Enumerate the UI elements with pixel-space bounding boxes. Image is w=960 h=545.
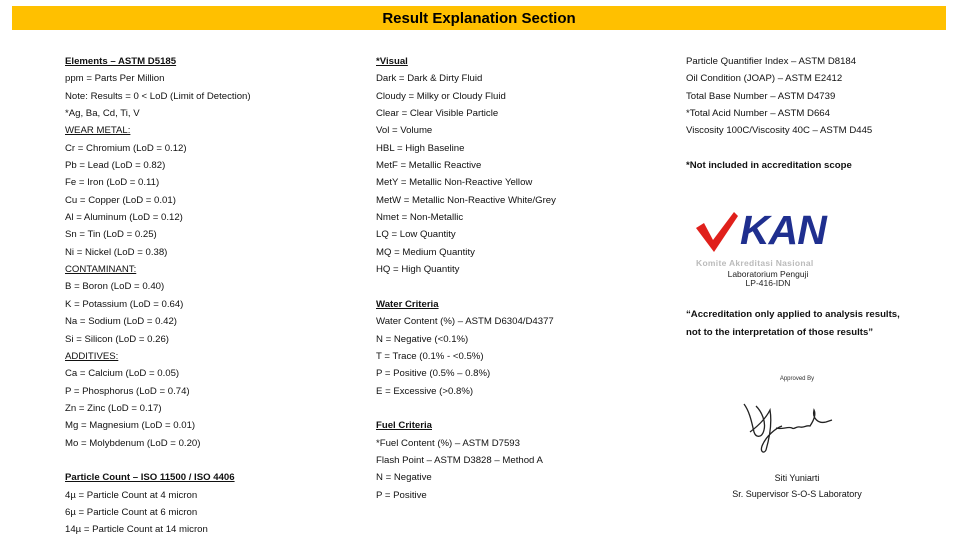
fuel-item: *Fuel Content (%) – ASTM D7593 xyxy=(376,437,520,449)
visual-item: Nmet = Non-Metallic xyxy=(376,212,464,224)
section-title: Result Explanation Section xyxy=(382,9,576,27)
wear-metal-title: WEAR METAL: xyxy=(65,125,131,137)
contaminant-title: CONTAMINANT: xyxy=(65,264,137,276)
particle-count-title: Particle Count – ISO 11500 / ISO 4406 xyxy=(65,472,235,484)
wear-item: Sn = Tin (LoD = 0.25) xyxy=(65,229,157,241)
fuel-item: N = Negative xyxy=(376,472,432,484)
method-item: Viscosity 100C/Viscosity 40C – ASTM D445 xyxy=(686,125,873,137)
visual-item: Vol = Volume xyxy=(376,125,433,137)
checkmark-icon xyxy=(694,210,740,254)
visual-item: MetY = Metallic Non-Reactive Yellow xyxy=(376,177,533,189)
visual-item: HQ = High Quantity xyxy=(376,264,460,276)
visual-item: Cloudy = Milky or Cloudy Fluid xyxy=(376,90,506,102)
method-item: Particle Quantifier Index – ASTM D8184 xyxy=(686,56,857,67)
spacer xyxy=(686,140,872,157)
visual-item: MQ = Medium Quantity xyxy=(376,246,475,258)
elements-column xyxy=(65,53,251,539)
method-item: Oil Condition (JOAP) – ASTM E2412 xyxy=(686,73,843,85)
approved-by-label: Approved By xyxy=(779,376,815,382)
legend-line: ppm = Parts Per Million xyxy=(65,73,165,85)
signature-image xyxy=(736,392,836,456)
water-item: E = Excessive (>0.8%) xyxy=(376,385,474,397)
lab-name: Laboratorium Penguji xyxy=(727,269,809,279)
additives-title: ADDITIVES: xyxy=(65,350,119,362)
kan-logo xyxy=(690,206,846,292)
visual-item: MetW = Metallic Non-Reactive White/Grey xyxy=(376,194,556,206)
wear-item: Cr = Chromium (LoD = 0.12) xyxy=(65,142,187,154)
particle-item: 6µ = Particle Count at 6 micron xyxy=(65,506,198,518)
quote-line: not to the interpretation of those results” xyxy=(686,326,874,338)
wear-item: Ni = Nickel (LoD = 0.38) xyxy=(65,246,168,258)
lab-registration xyxy=(690,270,846,288)
water-item: N = Negative (<0.1%) xyxy=(376,333,469,345)
wear-item: Al = Aluminum (LoD = 0.12) xyxy=(65,212,183,224)
visual-item: HBL = High Baseline xyxy=(376,142,465,154)
methods-column xyxy=(686,53,872,174)
contaminant-item: B = Boron (LoD = 0.40) xyxy=(65,281,165,293)
elements-title: Elements – ASTM D5185 xyxy=(65,56,177,67)
wear-item: Cu = Copper (LoD = 0.01) xyxy=(65,194,176,206)
visual-item: Dark = Dark & Dirty Fluid xyxy=(376,73,483,85)
wear-item: Pb = Lead (LoD = 0.82) xyxy=(65,160,166,172)
water-item: P = Positive (0.5% – 0.8%) xyxy=(376,368,491,380)
particle-item: 14µ = Particle Count at 14 micron xyxy=(65,524,208,536)
signer-name: Siti Yuniarti xyxy=(774,473,820,483)
signer-block xyxy=(686,470,908,502)
quote-line: “Accreditation only applied to analysis results, xyxy=(686,309,900,320)
method-item: *Total Acid Number – ASTM D664 xyxy=(686,108,830,120)
lab-number: LP-416-IDN xyxy=(745,278,791,288)
additive-item: Ca = Calcium (LoD = 0.05) xyxy=(65,368,180,380)
water-criteria-title: Water Criteria xyxy=(376,298,439,310)
section-header xyxy=(12,6,946,30)
fuel-item: Flash Point – ASTM D3828 – Method A xyxy=(376,454,543,466)
method-item: Total Base Number – ASTM D4739 xyxy=(686,90,836,102)
water-item: T = Trace (0.1% - <0.5%) xyxy=(376,350,484,362)
additive-item: Mo = Molybdenum (LoD = 0.20) xyxy=(65,437,201,449)
signer-title: Sr. Supervisor S-O-S Laboratory xyxy=(732,489,862,499)
kan-subtitle: Komite Akreditasi Nasional xyxy=(696,258,814,268)
criteria-column xyxy=(376,53,556,504)
fuel-item: P = Positive xyxy=(376,489,427,501)
spacer xyxy=(65,452,251,469)
accreditation-scope-note: *Not included in accreditation scope xyxy=(686,160,852,172)
additive-item: Mg = Magnesium (LoD = 0.01) xyxy=(65,420,196,432)
wear-item: Fe = Iron (LoD = 0.11) xyxy=(65,177,160,189)
visual-title: *Visual xyxy=(376,56,408,67)
legend-line: *Ag, Ba, Cd, Ti, V xyxy=(65,108,140,120)
visual-item: MetF = Metallic Reactive xyxy=(376,160,482,172)
kan-wordmark: KAN xyxy=(740,207,826,253)
spacer xyxy=(376,400,556,417)
legend-line: Note: Results = 0 < LoD (Limit of Detection) xyxy=(65,90,251,102)
fuel-criteria-title: Fuel Criteria xyxy=(376,420,432,432)
additive-item: Zn = Zinc (LoD = 0.17) xyxy=(65,402,162,414)
water-item: Water Content (%) – ASTM D6304/D4377 xyxy=(376,316,554,328)
contaminant-item: Si = Silicon (LoD = 0.26) xyxy=(65,333,169,345)
visual-item: Clear = Clear Visible Particle xyxy=(376,108,499,120)
additive-item: P = Phosphorus (LoD = 0.74) xyxy=(65,385,190,397)
contaminant-item: K = Potassium (LoD = 0.64) xyxy=(65,298,184,310)
accreditation-quote xyxy=(686,306,900,341)
visual-item: LQ = Low Quantity xyxy=(376,229,456,241)
particle-item: 4µ = Particle Count at 4 micron xyxy=(65,489,198,501)
spacer xyxy=(376,278,556,295)
contaminant-item: Na = Sodium (LoD = 0.42) xyxy=(65,316,177,328)
